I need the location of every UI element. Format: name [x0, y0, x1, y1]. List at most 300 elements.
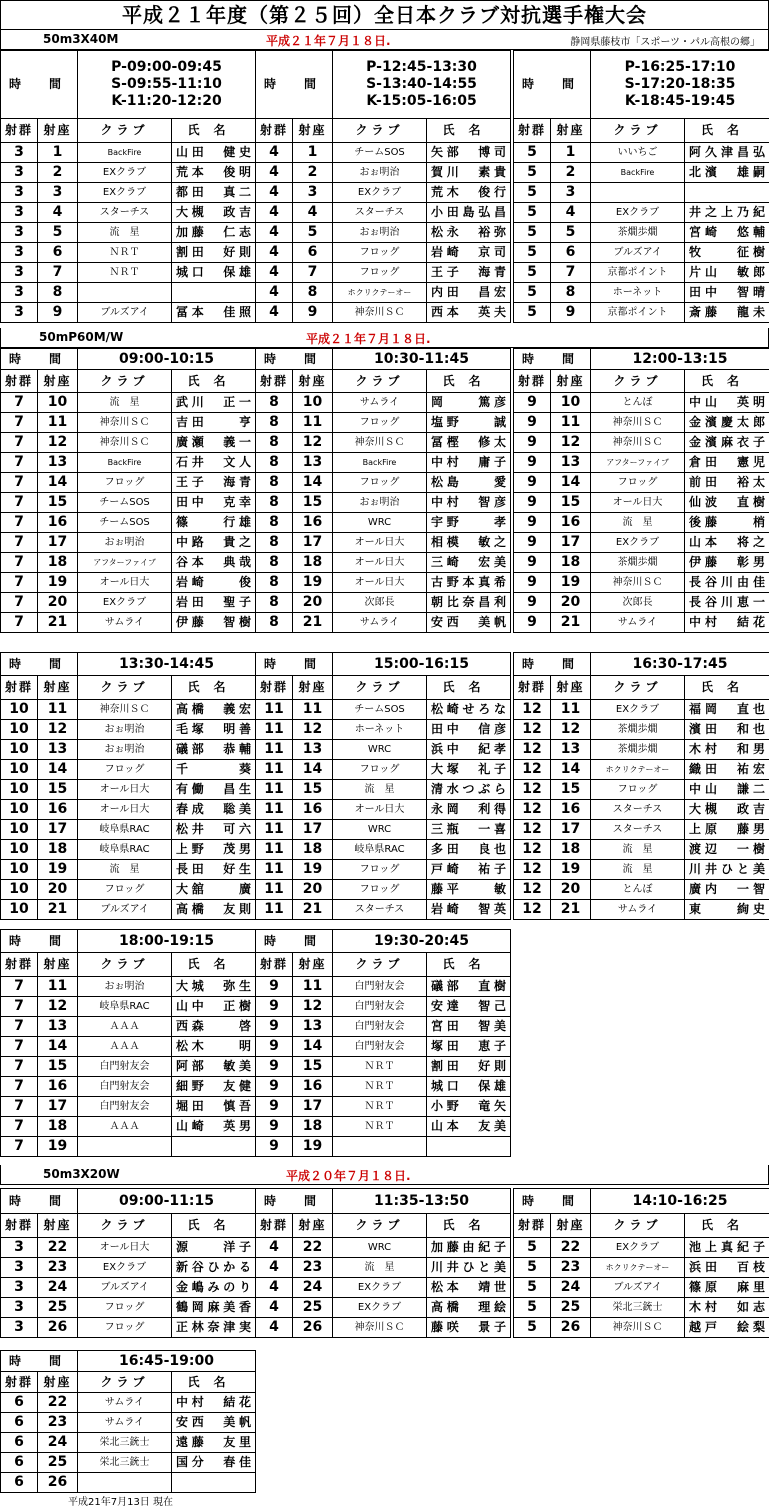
- entry-club: フロッグ: [333, 880, 427, 900]
- entry-row: [514, 393, 769, 413]
- entry-club: スターチス: [78, 203, 172, 223]
- entry-row: [514, 1298, 769, 1318]
- entry-seat: 10: [551, 393, 591, 413]
- entry-club: EXクラブ: [333, 1298, 427, 1318]
- entry-club: ＮＲＴ: [78, 263, 172, 283]
- header-seat: 射座: [551, 676, 591, 700]
- entry-club: [333, 1137, 427, 1157]
- entry-row: [256, 1318, 511, 1338]
- entry-seat: 20: [38, 880, 78, 900]
- entry-seat: 1: [38, 143, 78, 163]
- entry-name: 篠原 麻里: [685, 1278, 769, 1298]
- entry-name: 割田 好則: [427, 1057, 511, 1077]
- entry-group: 5: [514, 143, 551, 163]
- entry-club: EXクラブ: [78, 183, 172, 203]
- entry-seat: 22: [551, 1238, 591, 1258]
- entry-row: [256, 1278, 511, 1298]
- entry-group: 7: [1, 613, 38, 633]
- entry-name: 中路 貴之: [172, 533, 256, 553]
- entry-club: WRC: [333, 1238, 427, 1258]
- entry-group: 3: [1, 1238, 38, 1258]
- entry-group: 10: [1, 780, 38, 800]
- entry-name: [172, 1137, 256, 1157]
- entry-seat: 20: [38, 593, 78, 613]
- entry-seat: 17: [293, 533, 333, 553]
- entry-club: EXクラブ: [333, 183, 427, 203]
- entry-name: 越戸 絵梨: [685, 1318, 769, 1338]
- entry-group: 7: [1, 1137, 38, 1157]
- entry-club: EXクラブ: [591, 533, 685, 553]
- entry-group: 3: [1, 303, 38, 323]
- time-slot: [333, 51, 511, 119]
- header-club: クラブ: [333, 119, 427, 143]
- entry-row: [1, 493, 256, 513]
- entry-seat: 22: [293, 1238, 333, 1258]
- entry-name: 渡辺 一樹: [685, 840, 769, 860]
- entry-name: 倉田 憲児: [685, 453, 769, 473]
- entry-name: 割田 好則: [172, 243, 256, 263]
- entry-seat: 8: [38, 283, 78, 303]
- entry-seat: 22: [38, 1393, 78, 1413]
- time-row: [256, 653, 511, 676]
- entry-club: ＮＲＴ: [333, 1097, 427, 1117]
- header-name: 氏名: [172, 953, 256, 977]
- entry-seat: 3: [293, 183, 333, 203]
- entry-club: EXクラブ: [78, 593, 172, 613]
- entry-name: 清水つぶら: [427, 780, 511, 800]
- time-label: 時 間: [256, 51, 333, 119]
- entry-seat: 9: [293, 303, 333, 323]
- entry-group: 9: [514, 453, 551, 473]
- entry-group: 10: [1, 840, 38, 860]
- entry-name: 片山 敏郎: [685, 263, 769, 283]
- entry-row: [256, 473, 511, 493]
- entry-group: 7: [1, 997, 38, 1017]
- entry-group: 8: [256, 413, 293, 433]
- entry-seat: 24: [38, 1433, 78, 1453]
- header-seat: 射座: [293, 370, 333, 393]
- header-name: 氏名: [172, 119, 256, 143]
- entry-group: 8: [256, 573, 293, 593]
- entry-group: 3: [1, 243, 38, 263]
- entry-seat: 12: [551, 433, 591, 453]
- entry-club: スターチス: [333, 203, 427, 223]
- schedule-block: [255, 50, 511, 323]
- entry-club: EXクラブ: [591, 1238, 685, 1258]
- entry-row: [256, 997, 511, 1017]
- entry-group: 9: [256, 1057, 293, 1077]
- entry-seat: 24: [293, 1278, 333, 1298]
- schedule-block: [255, 652, 511, 920]
- entry-club: 岐阜県RAC: [78, 820, 172, 840]
- entry-row: [256, 573, 511, 593]
- time-label: 時 間: [514, 51, 591, 119]
- entry-group: 9: [256, 997, 293, 1017]
- entry-group: 9: [514, 533, 551, 553]
- time-label: 時 間: [256, 930, 333, 953]
- entry-club: 岐阜県RAC: [78, 840, 172, 860]
- entry-group: 9: [256, 1137, 293, 1157]
- entry-row: [514, 513, 769, 533]
- time-label: 時 間: [1, 653, 78, 676]
- entry-group: 5: [514, 1258, 551, 1278]
- entry-name: 前田 裕太: [685, 473, 769, 493]
- entry-seat: 17: [551, 533, 591, 553]
- schedule-block: [255, 348, 511, 633]
- entry-row: [256, 493, 511, 513]
- entry-name: 松崎せろな: [427, 700, 511, 720]
- time-label: 時 間: [514, 653, 591, 676]
- time-label: 時 間: [514, 349, 591, 370]
- entry-group: 4: [256, 1238, 293, 1258]
- header-club: クラブ: [78, 370, 172, 393]
- entry-name: 金嶋みのり: [172, 1278, 256, 1298]
- entry-name: 礒部 直樹: [427, 977, 511, 997]
- header-name: 氏名: [427, 953, 511, 977]
- entry-club: フロッグ: [333, 413, 427, 433]
- entry-group: 7: [1, 473, 38, 493]
- header-seat: 射座: [38, 953, 78, 977]
- time-row: [1, 653, 256, 676]
- entry-seat: 12: [293, 997, 333, 1017]
- entry-name: 山本 友美: [427, 1117, 511, 1137]
- entry-club: 流 星: [333, 780, 427, 800]
- entry-name: 藤平 敏: [427, 880, 511, 900]
- entry-row: [1, 1057, 256, 1077]
- entry-club: WRC: [333, 740, 427, 760]
- entry-row: [514, 720, 769, 740]
- entry-club: 流 星: [78, 393, 172, 413]
- entry-group: 6: [1, 1473, 38, 1493]
- entry-group: 4: [256, 203, 293, 223]
- entry-club: ＡＡＡ: [78, 1117, 172, 1137]
- entry-seat: 24: [551, 1278, 591, 1298]
- entry-seat: 3: [38, 183, 78, 203]
- header-name: 氏名: [685, 1214, 769, 1238]
- header-row: [256, 119, 511, 143]
- header-group: 射群: [514, 370, 551, 393]
- header-row: [1, 676, 256, 700]
- entry-club: 京都ポイント: [591, 303, 685, 323]
- entry-seat: 13: [293, 740, 333, 760]
- event-name: 50m3X40M: [43, 32, 119, 46]
- entry-group: 12: [514, 800, 551, 820]
- entry-seat: 2: [551, 163, 591, 183]
- entry-seat: 6: [293, 243, 333, 263]
- time-slot: 10:30-11:45: [333, 349, 511, 370]
- entry-group: 9: [514, 433, 551, 453]
- entry-name: 長谷川恵一: [685, 593, 769, 613]
- entry-seat: 11: [38, 413, 78, 433]
- entry-group: 12: [514, 740, 551, 760]
- entry-club: BackFire: [591, 163, 685, 183]
- entry-seat: 3: [551, 183, 591, 203]
- entry-row: [1, 740, 256, 760]
- entry-group: 7: [1, 1057, 38, 1077]
- entry-seat: 14: [551, 473, 591, 493]
- entry-club: フロッグ: [333, 860, 427, 880]
- header-name: 氏名: [172, 676, 256, 700]
- entry-name: 礒部 恭輔: [172, 740, 256, 760]
- entry-seat: 15: [551, 780, 591, 800]
- schedule-block: [0, 348, 256, 633]
- entry-group: 10: [1, 720, 38, 740]
- entry-seat: 14: [38, 1037, 78, 1057]
- time-label: 時 間: [514, 1189, 591, 1214]
- schedule-block: [513, 348, 769, 633]
- entry-group: 10: [1, 740, 38, 760]
- schedule-block: [513, 1188, 769, 1338]
- time-slot: 16:30-17:45: [591, 653, 769, 676]
- entry-group: 4: [256, 283, 293, 303]
- entry-name: 田中 克幸: [172, 493, 256, 513]
- time-row: [256, 930, 511, 953]
- entry-name: 中村 智彦: [427, 493, 511, 513]
- entry-row: [1, 1238, 256, 1258]
- time-slot: 15:00-16:15: [333, 653, 511, 676]
- header-club: クラブ: [333, 1214, 427, 1238]
- entry-row: [1, 183, 256, 203]
- entry-seat: 18: [38, 840, 78, 860]
- entry-group: 9: [256, 1117, 293, 1137]
- header-seat: 射座: [551, 370, 591, 393]
- entry-name: 遠藤 友里: [172, 1433, 256, 1453]
- entry-row: [256, 1077, 511, 1097]
- entry-club: オール日大: [78, 800, 172, 820]
- entry-club: チームSOS: [78, 493, 172, 513]
- entry-group: 3: [1, 263, 38, 283]
- entry-seat: 8: [551, 283, 591, 303]
- entry-seat: 8: [293, 283, 333, 303]
- entry-row: [1, 1433, 256, 1453]
- entry-row: [1, 393, 256, 413]
- entry-club: [78, 283, 172, 303]
- header-name: 氏名: [685, 119, 769, 143]
- entry-group: 11: [256, 900, 293, 920]
- entry-group: 11: [256, 820, 293, 840]
- entry-row: [256, 533, 511, 553]
- time-label: 時 間: [256, 653, 333, 676]
- entry-name: 王子 海青: [172, 473, 256, 493]
- entry-row: [1, 997, 256, 1017]
- entry-group: 11: [256, 880, 293, 900]
- entry-club: WRC: [333, 820, 427, 840]
- entry-row: [1, 243, 256, 263]
- entry-club: 神奈川ＳＣ: [78, 433, 172, 453]
- entry-group: 9: [514, 393, 551, 413]
- entry-group: 8: [256, 453, 293, 473]
- header-group: 射群: [514, 1214, 551, 1238]
- entry-club: 白門射友会: [78, 1057, 172, 1077]
- entry-row: [256, 700, 511, 720]
- entry-seat: 15: [38, 1057, 78, 1077]
- entry-row: [514, 493, 769, 513]
- entry-group: 8: [256, 593, 293, 613]
- entry-seat: 13: [38, 740, 78, 760]
- entry-seat: 19: [38, 1137, 78, 1157]
- entry-row: [256, 977, 511, 997]
- entry-seat: 16: [38, 800, 78, 820]
- entry-club: チームSOS: [333, 700, 427, 720]
- entry-row: [1, 143, 256, 163]
- entry-club: [591, 183, 685, 203]
- entry-name: 西本 英夫: [427, 303, 511, 323]
- entry-name: 鶴岡麻美香: [172, 1298, 256, 1318]
- entry-seat: 26: [38, 1318, 78, 1338]
- entry-seat: 13: [551, 453, 591, 473]
- entry-name: 毛塚 明善: [172, 720, 256, 740]
- entry-row: [1, 593, 256, 613]
- entry-group: 8: [256, 513, 293, 533]
- entry-row: [514, 223, 769, 243]
- entry-club: EXクラブ: [78, 1258, 172, 1278]
- entry-seat: 15: [551, 493, 591, 513]
- entry-seat: 21: [551, 613, 591, 633]
- entry-group: 3: [1, 223, 38, 243]
- schedule-block: [0, 652, 256, 920]
- time-label: 時 間: [1, 51, 78, 119]
- time-slot-line: K-18:45-19:45: [624, 93, 736, 109]
- entry-group: 7: [1, 433, 38, 453]
- event-date: 平成２１年７月１８日.: [266, 34, 391, 48]
- entry-row: [1, 1278, 256, 1298]
- entry-name: 矢部 博司: [427, 143, 511, 163]
- schedule-block: [255, 1188, 511, 1338]
- entry-seat: 13: [293, 1017, 333, 1037]
- schedule-block: [513, 652, 769, 920]
- entry-club: チームSOS: [78, 513, 172, 533]
- event-name: 50m3X20W: [43, 1167, 120, 1181]
- header-club: クラブ: [591, 119, 685, 143]
- entry-name: 武川 正一: [172, 393, 256, 413]
- entry-name: 田中 信彦: [427, 720, 511, 740]
- entry-group: 7: [1, 413, 38, 433]
- entry-group: 6: [1, 1433, 38, 1453]
- entry-club: 次郎長: [591, 593, 685, 613]
- time-slot: [78, 51, 256, 119]
- entry-club: 神奈川ＳＣ: [333, 1318, 427, 1338]
- entry-group: 6: [1, 1393, 38, 1413]
- time-row: [514, 1189, 769, 1214]
- entry-name: 伊藤 彰男: [685, 553, 769, 573]
- entry-row: [1, 283, 256, 303]
- entry-group: 9: [256, 1097, 293, 1117]
- entry-seat: 21: [293, 613, 333, 633]
- entry-name: 山田 健史: [172, 143, 256, 163]
- entry-club: いいちご: [591, 143, 685, 163]
- header-group: 射群: [1, 676, 38, 700]
- entry-seat: 14: [551, 760, 591, 780]
- entry-row: [1, 720, 256, 740]
- entry-seat: 11: [293, 413, 333, 433]
- entry-seat: 12: [293, 433, 333, 453]
- entry-club: 神奈川ＳＣ: [591, 573, 685, 593]
- entry-seat: 17: [293, 1097, 333, 1117]
- entry-seat: 14: [38, 760, 78, 780]
- entry-name: 松井 可六: [172, 820, 256, 840]
- entry-name: 大槻 政吉: [172, 203, 256, 223]
- entry-name: 高橋 友則: [172, 900, 256, 920]
- time-row: [514, 653, 769, 676]
- entry-row: [1, 613, 256, 633]
- entry-club: 茶燗歩燗: [591, 553, 685, 573]
- entry-row: [1, 513, 256, 533]
- entry-group: 9: [514, 573, 551, 593]
- entry-club: フロッグ: [78, 760, 172, 780]
- header-row: [1, 119, 256, 143]
- page-title: 平成２１年度（第２５回）全日本クラブ対抗選手権大会: [0, 0, 769, 30]
- entry-row: [256, 860, 511, 880]
- entry-name: 正林奈津実: [172, 1318, 256, 1338]
- entry-name: 山本 将之: [685, 533, 769, 553]
- entry-club: オール日大: [333, 573, 427, 593]
- entry-row: [514, 840, 769, 860]
- entry-row: [256, 1137, 511, 1157]
- header-club: クラブ: [78, 1372, 172, 1393]
- entry-club: 茶燗歩燗: [591, 223, 685, 243]
- entry-row: [514, 473, 769, 493]
- entry-group: 11: [256, 760, 293, 780]
- entry-name: 冨樫 修太: [427, 433, 511, 453]
- entry-name: 藤咲 景子: [427, 1318, 511, 1338]
- header-row: [514, 1214, 769, 1238]
- entry-row: [256, 720, 511, 740]
- event-header-50m3x40m: [0, 30, 769, 50]
- time-slot-line: S-09:55-11:10: [111, 76, 222, 92]
- entry-club: おぉ明治: [333, 493, 427, 513]
- entry-name: 木村 和男: [685, 740, 769, 760]
- entry-name: 浜田 百枝: [685, 1258, 769, 1278]
- entry-name: 金濱慶太郎: [685, 413, 769, 433]
- header-seat: 射座: [293, 1214, 333, 1238]
- entry-group: 11: [256, 700, 293, 720]
- entry-row: [1, 163, 256, 183]
- event-header-50m3x20w: [0, 1165, 769, 1185]
- entry-club: ブルズアイ: [78, 303, 172, 323]
- entry-name: 松島 愛: [427, 473, 511, 493]
- entry-row: [1, 203, 256, 223]
- header-seat: 射座: [551, 119, 591, 143]
- entry-seat: 7: [293, 263, 333, 283]
- entry-name: 浜中 紀孝: [427, 740, 511, 760]
- entry-name: 細野 友健: [172, 1077, 256, 1097]
- schedule-block: [0, 1188, 256, 1338]
- entry-seat: 22: [38, 1238, 78, 1258]
- entry-club: ＮＲＴ: [333, 1077, 427, 1097]
- entry-seat: 16: [551, 513, 591, 533]
- entry-group: 3: [1, 163, 38, 183]
- header-group: 射群: [256, 119, 293, 143]
- entry-group: 3: [1, 1258, 38, 1278]
- entry-seat: 2: [38, 163, 78, 183]
- entry-group: 12: [514, 760, 551, 780]
- entry-name: 中村 結花: [685, 613, 769, 633]
- entry-club: フロッグ: [591, 473, 685, 493]
- entry-row: [514, 453, 769, 473]
- header-row: [514, 676, 769, 700]
- entry-club: フロッグ: [591, 780, 685, 800]
- entry-group: 8: [256, 533, 293, 553]
- entry-club: アフターファイブ: [591, 453, 685, 473]
- entry-club: サムライ: [78, 1413, 172, 1433]
- time-row: [256, 1189, 511, 1214]
- entry-club: 神奈川ＳＣ: [333, 303, 427, 323]
- entry-group: 5: [514, 303, 551, 323]
- entry-group: 9: [514, 593, 551, 613]
- entry-name: 松永 裕弥: [427, 223, 511, 243]
- entry-name: 城口 保雄: [427, 1077, 511, 1097]
- time-label: 時 間: [1, 1351, 78, 1372]
